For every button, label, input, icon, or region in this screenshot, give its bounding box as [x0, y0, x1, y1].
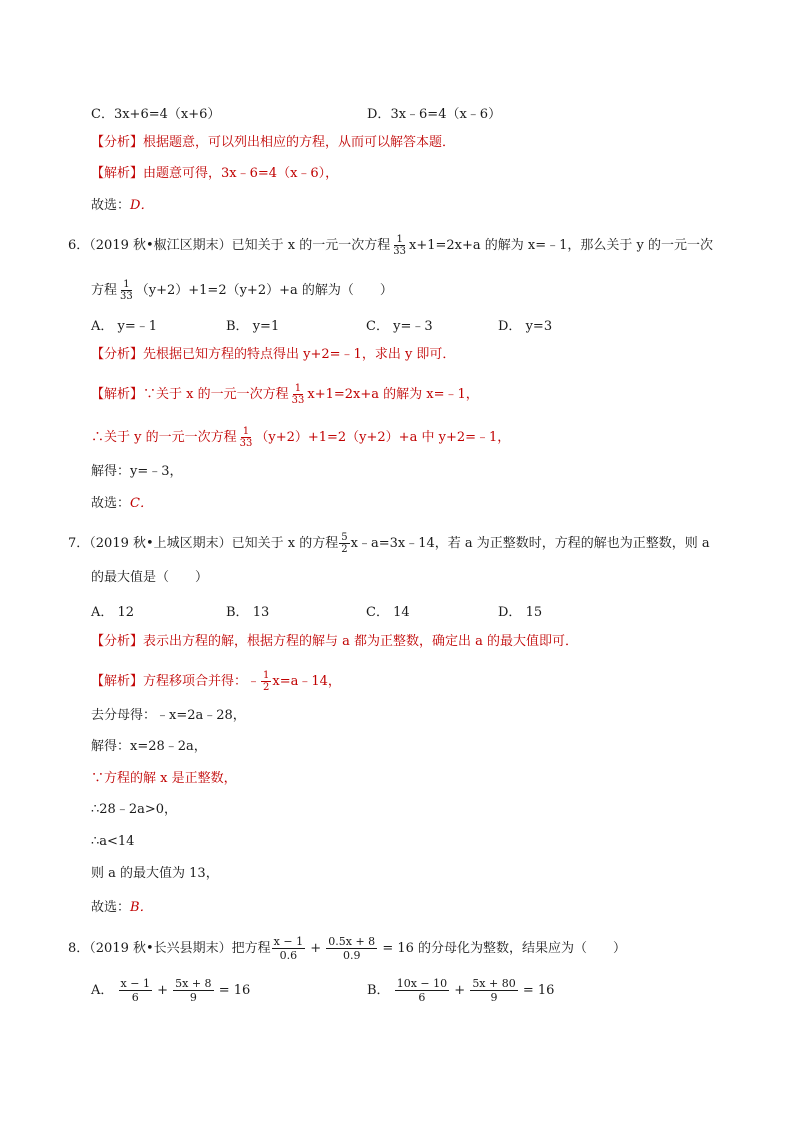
q6-option-a: A． y=﹣1: [91, 319, 158, 334]
q6-choice: 故选：C．: [91, 496, 153, 511]
fraction: $\frac{1}{33}$: [393, 234, 406, 257]
fraction: $\frac{5x + 80}{9}$: [472, 977, 516, 1004]
fraction: $\frac{1}{2}$: [263, 670, 270, 693]
fraction: $\frac{1}{33}$: [291, 383, 305, 406]
q7-analysis: 【分析】表示出方程的解，根据方程的解与 a 都为正整数，确定出 a 的最大值即可．: [91, 634, 579, 649]
q7-option-b: B． 13: [226, 605, 270, 620]
q5-option-d: D．3x﹣6=4（x﹣6）: [367, 107, 502, 122]
q7-solution-line7: 则 a 的最大值为 13，: [91, 866, 219, 881]
q5-solution: 【解析】由题意可得，3x﹣6=4（x﹣6），: [91, 166, 339, 181]
fraction: $\frac{x - 1}{6}$: [120, 977, 150, 1004]
q7-solution-line6: ∴a<14: [91, 834, 135, 849]
fraction: $\frac{x - 1}{0.6}$: [273, 935, 304, 962]
analysis-tag: 【分析】: [91, 135, 144, 150]
q7-option-a: A． 12: [91, 605, 135, 620]
q6-option-d: D． y=3: [498, 319, 553, 334]
analysis-tag: 【分析】: [91, 347, 144, 362]
q6-option-b: B． y=1: [226, 319, 280, 334]
q6-solution-line3: 解得：y=﹣3，: [91, 464, 183, 479]
fraction: $\frac{5}{2}$: [341, 532, 348, 555]
q7-choice: 故选：B．: [91, 900, 153, 915]
q7-solution-line4: ∵方程的解 x 是正整数，: [91, 771, 237, 786]
q7-solution-line1: 【解析】方程移项合并得：﹣ $\frac{1}{2}$ x=a﹣14，: [91, 670, 341, 693]
q7-solution-line5: ∴28﹣2a>0，: [91, 802, 177, 817]
solution-tag: 【解析】: [91, 674, 144, 689]
q5-choice: 故选：D．: [91, 198, 154, 213]
q6-stem-line1: 6．（2019 秋•椒江区期末）已知关于 x 的一元一次方程 $\frac{1}{33}$ x+1=2x+a 的解为 x=﹣1，那么关于 y 的一元一次: [68, 234, 714, 257]
q8-stem: 8．（2019 秋•长兴县期末）把方程 $\frac{x - 1}{0.6}$ + $\frac{0.5x + 8}{0.9}$ = 16 的分母化为整数，结果应为（ ）: [68, 935, 627, 962]
q7-option-d: D． 15: [498, 605, 543, 620]
fraction: $\frac{0.5x + 8}{0.9}$: [328, 935, 376, 962]
q6-analysis: 【分析】先根据已知方程的特点得出 y+2=﹣1，求出 y 即可．: [91, 347, 456, 362]
fraction: $\frac{5x + 8}{9}$: [175, 977, 212, 1004]
solution-tag: 【解析】: [91, 166, 144, 181]
fraction: $\frac{1}{33}$: [239, 426, 253, 449]
q7-option-c: C． 14: [366, 605, 410, 620]
q6-solution-line2: ∴关于 y 的一元一次方程 $\frac{1}{33}$ （y+2）+1=2（y+2）+a 中 y+2=﹣1，: [91, 426, 511, 449]
q7-solution-line3: 解得：x=28﹣2a，: [91, 739, 207, 754]
q7-solution-line2: 去分母得：﹣x=2a﹣28，: [91, 708, 246, 723]
q7-stem-line2: 的最大值是（ ）: [91, 570, 209, 585]
fraction: $\frac{1}{33}$: [120, 279, 133, 302]
fraction: $\frac{10x - 10}{6}$: [396, 977, 448, 1004]
q6-solution-line1: 【解析】∵关于 x 的一元一次方程 $\frac{1}{33}$ x+1=2x+a 的解为 x=﹣1，: [91, 383, 479, 406]
q5-analysis: 【分析】根据题意，可以列出相应的方程，从而可以解答本题．: [91, 135, 456, 150]
solution-tag: 【解析】: [91, 387, 144, 402]
q6-stem-line2: 方程 $\frac{1}{33}$ （y+2）+1=2（y+2）+a 的解为（ ）: [91, 279, 393, 302]
q6-option-c: C． y=﹣3: [366, 319, 433, 334]
q8-option-b: B． $\frac{10x - 10}{6}$ + $\frac{5x + 80}{9}$ = 16: [367, 977, 555, 1004]
analysis-tag: 【分析】: [91, 634, 144, 649]
q8-option-a: A． $\frac{x - 1}{6}$ + $\frac{5x + 8}{9}$ = 16: [91, 977, 251, 1004]
q7-stem-line1: 7．（2019 秋•上城区期末）已知关于 x 的方程 $\frac{5}{2}$ x﹣a=3x﹣14，若 a 为正整数时，方程的解也为正整数，则 a: [68, 532, 710, 555]
q5-option-c: C．3x+6=4（x+6）: [91, 107, 221, 122]
